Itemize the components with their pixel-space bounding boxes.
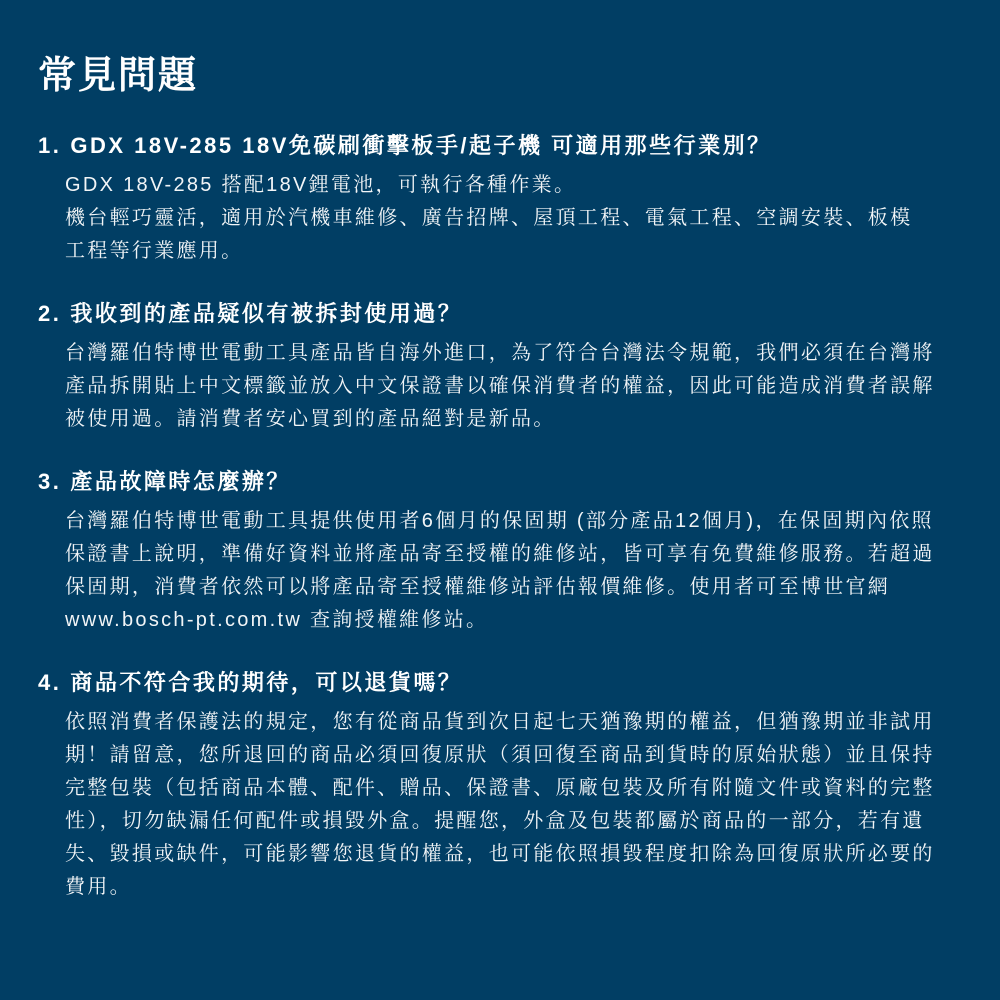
answer-line: 完整包裝（包括商品本體、配件、贈品、保證書、原廠包裝及所有附隨文件或資料的完整 — [65, 777, 935, 799]
faq-item-3 — [38, 465, 948, 637]
answer-line: 台灣羅伯特博世電動工具產品皆自海外進口，為了符合台灣法令規範，我們必須在台灣將 — [65, 342, 935, 364]
question-text: 商品不符合我的期待，可以退貨嗎？ — [70, 670, 463, 695]
question-number: 2. — [38, 301, 62, 326]
question-text: 我收到的產品疑似有被拆封使用過？ — [70, 301, 463, 326]
answer-line: 被使用過。請消費者安心買到的產品絕對是新品。 — [65, 408, 556, 430]
question-number: 4. — [38, 670, 62, 695]
answer-line: 機台輕巧靈活，適用於汽機車維修、廣告招牌、屋頂工程、電氣工程、空調安裝、板模 — [65, 207, 913, 229]
faq-question-4 — [38, 666, 948, 697]
question-number: 3. — [38, 469, 62, 494]
faq-item-4 — [38, 666, 948, 904]
faq-answer-1 — [38, 169, 948, 268]
answer-line: 依照消費者保護法的規定，您有從商品貨到次日起七天猶豫期的權益，但猶豫期並非試用 — [65, 711, 935, 733]
answer-line: 保證書上說明，準備好資料並將產品寄至授權的維修站，皆可享有免費維修服務。若超過 — [65, 543, 935, 565]
answer-line: 費用。 — [65, 876, 132, 898]
answer-line: 台灣羅伯特博世電動工具提供使用者6個月的保固期 (部分產品12個月)，在保固期內依照 — [65, 510, 934, 532]
answer-line: 性），切勿缺漏任何配件或損毀外盒。提醒您，外盒及包裝都屬於商品的一部分，若有遺 — [65, 810, 925, 832]
answer-line: 工程等行業應用。 — [65, 240, 244, 262]
question-text: GDX 18V-285 18V免碳刷衝擊板手/起子機 可適用那些行業別？ — [70, 133, 772, 158]
faq-question-1 — [38, 129, 948, 160]
faq-answer-3 — [38, 505, 948, 637]
answer-line: 產品拆開貼上中文標籤並放入中文保證書以確保消費者的權益，因此可能造成消費者誤解 — [65, 375, 935, 397]
faq-question-3 — [38, 465, 948, 496]
faq-answer-4 — [38, 706, 948, 904]
answer-line: GDX 18V-285 搭配18V鋰電池，可執行各種作業。 — [65, 174, 577, 196]
answer-line: 保固期，消費者依然可以將產品寄至授權維修站評估報價維修。使用者可至博世官網 — [65, 576, 891, 598]
faq-item-2 — [38, 297, 948, 436]
faq-question-2 — [38, 297, 948, 328]
answer-line: 期！請留意，您所退回的商品必須回復原狀（須回復至商品到貨時的原始狀態）並且保持 — [65, 744, 935, 766]
faq-answer-2 — [38, 337, 948, 436]
question-number: 1. — [38, 133, 62, 158]
page-title: 常見問題 — [38, 55, 199, 97]
answer-line-website-url: www.bosch-pt.com.tw 查詢授權維修站。 — [65, 609, 489, 631]
question-text: 產品故障時怎麼辦？ — [70, 469, 291, 494]
faq-item-1 — [38, 129, 948, 268]
answer-line: 失、毀損或缺件，可能影響您退貨的權益，也可能依照損毀程度扣除為回復原狀所必要的 — [65, 843, 935, 865]
